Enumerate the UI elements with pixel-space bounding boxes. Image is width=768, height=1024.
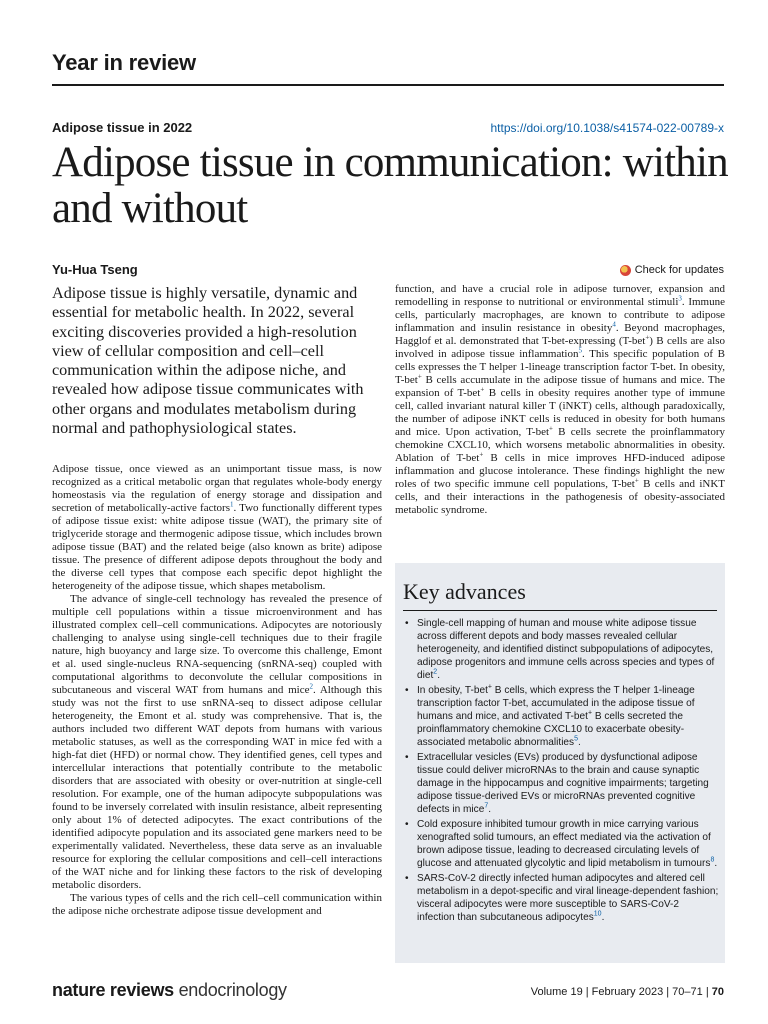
journal-subtitle: endocrinology (178, 980, 287, 1000)
citation-link[interactable]: 10 (593, 910, 602, 918)
citation-link[interactable]: 2 (309, 682, 313, 691)
key-advances-rule (403, 610, 717, 611)
key-advances-list (403, 617, 719, 926)
paragraph: function, and have a crucial role in adipose turnover, expansion and remodelling in response to nutritional or environmental stimuli$^3$. Immune cells, particularly macrophages, are known to contribute to adipose inflammation and insulin resistance in obesity$^4$. Beyond macrophages, Hagglof et al. demonstrated that T-bet-expressing (T-bet+) B cells are also involved in adipose tissue inflammation$^5$. This specific population of B cells expresses the T helper 1-lineage transcription factor T-bet. In obesity, T-bet+ B cells accumulate in the adipose tissue of humans and mice. The expansion of T-bet+ B cells in obesity requires another type of immune cell, called invariant natural killer T (iNKT) cells, although paradoxically, the number of adipose iNKT cells is reduced in obesity for both humans and mice. Upon activation, T-bet+ B cells secrete the proinflammatory chemokine CXCL10, which worsens metabolic abnormalities in obesity. Ablation of T-bet+ B cells in mice improves HFD-induced adipose inflammation and glucose intolerance. These findings highlight the new roles of two specific immune cell populations, T-bet+ B cells and iNKT cells, and their interactions in the pathogenesis of obesity-associated metabolic syndrome. (395, 283, 726, 516)
list-item: • SARS-CoV-2 directly infected human adipocytes and altered cell metabolism in a depot-specific and viral lineage-dependent fashion; visceral adipocytes were more susceptible to SARS-CoV-2 infection than subcutaneous adipocytes$^{10}$. (403, 872, 719, 924)
citation-link[interactable]: 5 (574, 735, 579, 743)
key-advances-title: Key advances (403, 579, 526, 604)
check-updates-label: Check for updates (634, 264, 724, 276)
doi-link[interactable]: https://doi.org/10.1038/s41574-022-00789-x (490, 121, 724, 135)
crossmark-icon (620, 265, 631, 276)
citation-link[interactable]: 2 (433, 668, 438, 676)
citation-link[interactable]: 7 (484, 802, 489, 810)
paragraph: The advance of single-cell technology has revealed the presence of multiple cell populations within a tissue microenvironment and has illustrated complex cell–cell communications. Adipocytes are notoriously challenging to analyse using single-cell techniques due to their fragile nature, high buoyancy and large size. To overcome this challenge, Emont et al. used single-nucleus RNA-sequencing (snRNA-seq) coupled with computational algorithms to deconvolute the cellular compositions in subcutaneous and visceral WAT from humans and mice$^2$. Although this study was not the first to use snRNA-seq to dissect adipose cellular heterogeneity, the Emont et al. study was comprehensive. That is, the authors included two different WAT depots from humans with various metabolic statuses, as well as the corresponding WAT in mice fed with a high-fat diet (HFD) or normal chow. They identified genes, cell types and intercellular interactions that potentially contribute to the metabolic disorders that are associated with obesity or over-nutrition at single-cell resolution. For example, one of the human adipocyte subpopulations was found to be inversely correlated with insulin resistance, albeit representing only about 1% of detected adipocytes. The exact contributions of the identified adipocyte population and its associated gene markers need to be experimentally validated. Nevertheless, these data serve as an invaluable resource for exploring the cellular compositions and cell–cell interactions of the WAT niche and for linking these factors to the risk of developing metabolic disorders. (52, 593, 383, 891)
citation-link[interactable]: 4 (612, 320, 616, 329)
list-item: • Single-cell mapping of human and mouse white adipose tissue across different depots and body masses revealed cellular heterogeneity, and identified distinct subpopulations of adipocytes, adipose progenitors and immune cells across species and types of diet$^2$. (403, 617, 719, 682)
header-label: Year in review (52, 50, 196, 75)
check-updates-button[interactable] (620, 264, 724, 276)
list-item: • Extracellular vesicles (EVs) produced by dysfunctional adipose tissue could deliver microRNAs to the brain and cause synaptic damage in the hippocampus and cognitive impairments; targeting adipose tissue-derived EVs or microRNAs prevented cognitive defects in mice$^7$. (403, 751, 719, 816)
body-column-right (395, 283, 725, 517)
journal-name: nature reviews (52, 980, 174, 1000)
author-name: Yu-Hua Tseng (52, 262, 138, 277)
journal-brand (52, 980, 287, 1001)
citation-link[interactable]: 8 (710, 856, 715, 864)
abstract: Adipose tissue is highly versatile, dynamic and essential for metabolic health. In 2022, several exciting discoveries provided a high-resolution view of cellular composition and cell–cell communication within the adipose niche, and revealed how adipose tissue communicates with other organs and modulates metabolism during normal and pathophysiological states. (52, 284, 364, 438)
citation-link[interactable]: 5 (578, 346, 582, 355)
paragraph: The various types of cells and the rich cell–cell communication within the adipose niche orchestrate adipose tissue development and (52, 892, 382, 917)
article-title: Adipose tissue in communication: within and without (52, 139, 728, 232)
list-item: • Cold exposure inhibited tumour growth in mice carrying various xenografted solid tumours, an effect mediated via the activation of brown adipose tissue, leading to decreased circulating levels of glucose and attenuated glycolytic and lipid metabolism in tumours$^8$. (403, 818, 719, 870)
citation-link[interactable]: 3 (678, 294, 682, 303)
list-item: • In obesity, T-bet+ B cells, which express the T helper 1-lineage transcription factor T-bet, accumulated in the adipose tissue of humans and mice, and activated T-bet+ B cells secreted the proinflammatory chemokine CXCL10 to exacerbate obesity-associated metabolic abnormalities$^5$. (403, 684, 719, 749)
citation-link[interactable]: 1 (229, 500, 234, 509)
body-column-left (52, 463, 382, 918)
paragraph: Adipose tissue, once viewed as an unimportant tissue mass, is now recognized as a critical metabolic organ that regulates whole-body energy homeostasis via the regulation of energy storage and dissipation and secretion of metabolically-active factors$^1$. Two functionally different types of adipose tissue exist: white adipose tissue (WAT), the primary site of triglyceride storage and thermogenic adipose tissue, which includes brown adipose tissue (BAT) and the related beige (also known as brite) adipose tissue. The presence of different adipose depots throughout the body and the diverse cell types that compose each specific depot highlight the heterogeneity of the adipose tissue, which shapes metabolism. (52, 463, 382, 592)
issue-meta: Volume 19 | February 2023 | 70–71 | 70 (530, 986, 724, 998)
page-number: 70 (711, 986, 724, 998)
key-advances-box (395, 563, 725, 963)
header-rule (52, 84, 724, 86)
section-label: Adipose tissue in 2022 (52, 120, 193, 135)
